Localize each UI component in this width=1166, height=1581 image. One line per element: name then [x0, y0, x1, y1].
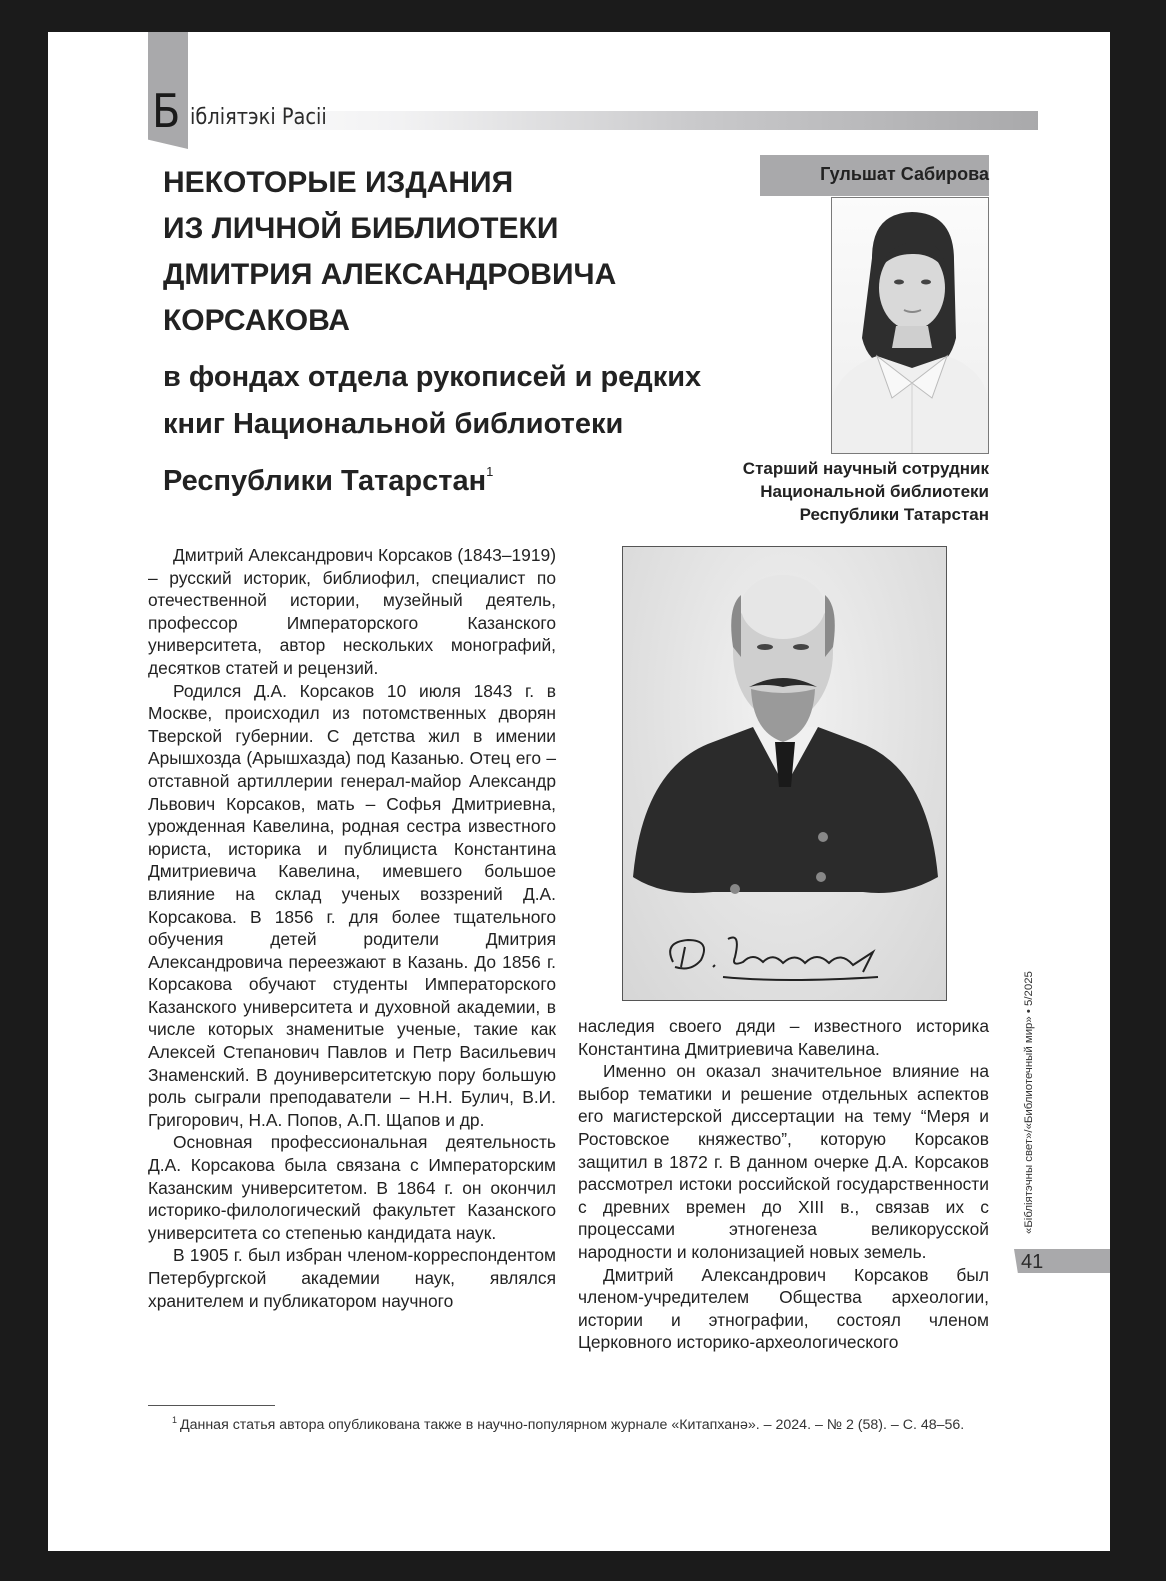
footnote-divider: [148, 1405, 275, 1406]
title-line: НЕКОТОРЫЕ ИЗДАНИЯ: [163, 166, 514, 199]
article-title: [163, 160, 723, 344]
author-photo-icon: [832, 198, 988, 453]
paragraph: наследия своего дяди – известного историка Константина Дмитриевича Кавелина.: [578, 1016, 989, 1059]
magazine-page: [48, 32, 1110, 1551]
running-head: «Бібліятэчны свет»/«Библиотечный мир» • 5/2025: [1023, 971, 1035, 1234]
body-column-left: [148, 544, 556, 1312]
portrait-photo: [622, 546, 947, 1001]
title-line: ИЗ ЛИЧНОЙ БИБЛИОТЕКИ: [163, 212, 559, 245]
paragraph: Родился Д.А. Корсаков 10 июля 1843 г. в Москве, происходил из потомственных дворян Тверской губернии. С детства жил в имении Арышхозда (Арышхазда) под Казанью. Отец его – отставной артиллерии генерал-майор Александр Львович Корсаков, мать – Софья Дмитриевна, урожденная Кавелина, родная сестра известного юриста, историка и публициста Константина Дмитриевича Кавелина, имевшего большое влияние на склад ученых воззрений Д.А. Корсакова. В 1856 г. для более тщательного обучения детей родители Дмитрия Александровича переезжают в Казань. До 1856 г. Корсакова обучают студенты Императорского Казанского университета и духовной академии, в числе которых знаменитые ученые, такие как Алексей Степанович Павлов и Петр Васильевич Знаменский. В доуниверситетскую пору большую роль сыграли преподаватели – Н.Н. Булич, В.И. Григорович, Н.А. Попов, А.П. Щапов и др.: [148, 680, 556, 1130]
paragraph: Основная профессиональная деятельность Д.А. Корсакова была связана с Императорским Казанским университетом. В 1864 г. он окончил историко-филологический факультет Казанского университета со степенью кандидата наук.: [148, 1132, 556, 1243]
author-photo: [831, 197, 989, 454]
paragraph: Именно он оказал значительное влияние на выбор тематики и решение отдельных аспектов его магистерской диссертации на тему “Меря и Ростовское княжество”, которую Корсаков защитил в 1872 г. В данном очерке Д.А. Корсаков рассмотрел истоки российской государственности с древних времен до XIII в., связав их с процессами этногенеза великорусской народности и колонизацией новых земель.: [578, 1061, 989, 1262]
affiliation-line: Республики Татарстан: [799, 505, 989, 524]
author-name-bar: [760, 155, 989, 196]
affiliation-line: Старший научный сотрудник: [742, 459, 989, 478]
footnote: [148, 1410, 990, 1436]
section-initial: Б: [152, 84, 181, 138]
paragraph: Дмитрий Александрович Корсаков (1843–1919) – русский историк, библиофил, специалист по отечественной истории, музейный деятель, профессор Императорского Казанского университета, автор нескольких монографий, десятков статей и рецензий.: [148, 545, 556, 678]
subtitle-line-text: Республики Татарстан: [163, 465, 487, 497]
author-affiliation: [743, 457, 989, 526]
footnote-mark: 1: [172, 1415, 178, 1425]
page-number: 41: [1021, 1251, 1044, 1273]
footnote-text: Данная статья автора опубликована также в научно-популярном журнале «Китапханә». – 2024. – № 2 (58). – С. 48–56.: [180, 1417, 965, 1433]
portrait-korsakov-icon: [623, 547, 946, 1000]
article-subtitle: [163, 354, 783, 505]
paragraph: Дмитрий Александрович Корсаков был членом-учредителем Общества археологии, истории и этнографии, состоял членом Церковного историко-археологического: [578, 1264, 989, 1353]
subtitle-line: книг Национальной библиотеки: [163, 408, 624, 440]
paragraph: В 1905 г. был избран членом-корреспондентом Петербургской академии наук, являлся хранителем и публикатором научного: [148, 1245, 556, 1311]
subtitle-line: [163, 448, 783, 505]
title-line: ДМИТРИЯ АЛЕКСАНДРОВИЧА: [163, 258, 617, 291]
title-line: КОРСАКОВА: [163, 304, 350, 337]
author-name: Гульшат Сабирова: [820, 164, 989, 184]
body-column-right: [578, 1015, 989, 1354]
affiliation-line: Национальной библиотеки: [760, 482, 989, 501]
footnote-reference[interactable]: 1: [486, 464, 494, 479]
subtitle-line: в фондах отдела рукописей и редких: [163, 361, 702, 393]
section-title: ібліятэкі Расіі: [190, 105, 327, 130]
